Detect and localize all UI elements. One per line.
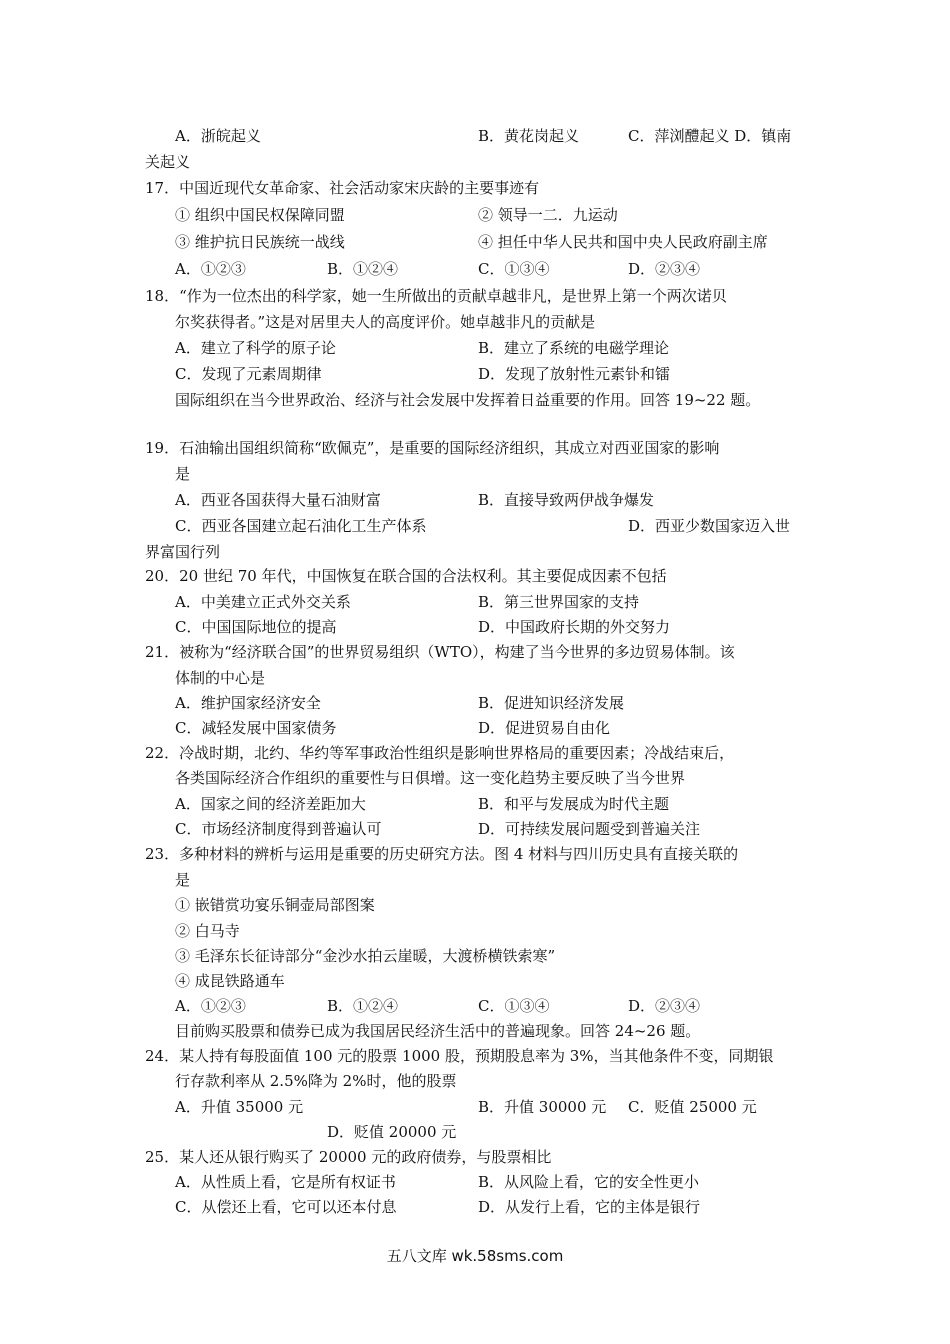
q18-stem-line-2: 尔奖获得者。”这是对居里夫人的高度评价。她卓越非凡的贡献是 — [175, 313, 596, 331]
q20-option-c: C．中国国际地位的提高 — [175, 618, 337, 636]
q24-option-c: C．贬值 25000 元 — [628, 1098, 757, 1116]
q24-option-b: B．升值 30000 元 — [478, 1098, 607, 1116]
intro-24-26: 目前购买股票和债券已成为我国居民经济生活中的普遍现象。回答 24~26 题。 — [175, 1022, 701, 1040]
q23-option-c: C．①③④ — [478, 997, 550, 1015]
q23-item-2: ② 白马寺 — [175, 922, 240, 940]
q16-continuation: 关起义 — [145, 153, 191, 171]
q17-option-b: B．①②④ — [327, 260, 399, 278]
q21-option-a: A．维护国家经济安全 — [175, 694, 321, 712]
q17-item-1: ① 组织中国民权保障同盟 — [175, 206, 345, 224]
q25-option-d: D．从发行上看，它的主体是银行 — [478, 1198, 701, 1216]
q18-option-c: C．发现了元素周期律 — [175, 365, 322, 383]
q19-option-a: A．西亚各国获得大量石油财富 — [175, 491, 381, 509]
q24-option-a: A．升值 35000 元 — [175, 1098, 304, 1116]
q23-option-d: D．②③④ — [628, 997, 701, 1015]
q21-stem-line-2: 体制的中心是 — [175, 669, 266, 687]
q19-continuation: 界富国行列 — [145, 543, 221, 561]
q22-stem-line-2: 各类国际经济合作组织的重要性与日俱增。这一变化趋势主要反映了当今世界 — [175, 769, 686, 787]
q21-stem-line-1: 21．被称为“经济联合国”的世界贸易组织（WTO），构建了当今世界的多边贸易体制。该 — [145, 643, 735, 661]
q23-item-3: ③ 毛泽东长征诗部分“金沙水拍云崖暖，大渡桥横铁索寒” — [175, 947, 556, 965]
q20-option-a: A．中美建立正式外交关系 — [175, 593, 351, 611]
q24-stem-line-2: 行存款利率从 2.5%降为 2%时，他的股票 — [175, 1072, 457, 1090]
q24-option-d: D．贬值 20000 元 — [327, 1123, 457, 1141]
q25-option-c: C．从偿还上看，它可以还本付息 — [175, 1198, 397, 1216]
q25-option-b: B．从风险上看，它的安全性更小 — [478, 1173, 700, 1191]
q17-item-4: ④ 担任中华人民共和国中央人民政府副主席 — [478, 233, 768, 251]
q19-stem-line-2: 是 — [175, 465, 191, 483]
q22-option-c: C．市场经济制度得到普遍认可 — [175, 820, 382, 838]
q23-stem-line-1: 23．多种材料的辨析与运用是重要的历史研究方法。图 4 材料与四川历史具有直接关联的 — [145, 845, 739, 863]
q25-stem: 25．某人还从银行购买了 20000 元的政府债券，与股票相比 — [145, 1148, 552, 1166]
q16-option-b: B．黄花岗起义 — [478, 127, 580, 145]
q25-option-a: A．从性质上看，它是所有权证书 — [175, 1173, 396, 1191]
q19-option-c: C．西亚各国建立起石油化工生产体系 — [175, 517, 427, 535]
q16-option-a: A．浙皖起义 — [175, 127, 261, 145]
q19-option-b: B．直接导致两伊战争爆发 — [478, 491, 655, 509]
q18-option-d: D．发现了放射性元素钋和镭 — [478, 365, 671, 383]
q23-option-b: B．①②④ — [327, 997, 399, 1015]
q23-item-4: ④ 成昆铁路通车 — [175, 972, 285, 990]
q22-option-a: A．国家之间的经济差距加大 — [175, 795, 366, 813]
q17-option-c: C．①③④ — [478, 260, 550, 278]
q18-stem-line-1: 18．“作为一位杰出的科学家，她一生所做出的贡献卓越非凡，是世界上第一个两次诺贝 — [145, 287, 727, 305]
q22-option-d: D．可持续发展问题受到普遍关注 — [478, 820, 701, 838]
q17-option-a: A．①②③ — [175, 260, 246, 278]
intro-19-22: 国际组织在当今世界政治、经济与社会发展中发挥着日益重要的作用。回答 19~22 题。 — [175, 391, 761, 409]
q22-option-b: B．和平与发展成为时代主题 — [478, 795, 670, 813]
q22-stem-line-1: 22．冷战时期，北约、华约等军事政治性组织是影响世界格局的重要因素；冷战结束后， — [145, 744, 735, 762]
q18-option-a: A．建立了科学的原子论 — [175, 339, 336, 357]
q20-option-b: B．第三世界国家的支持 — [478, 593, 640, 611]
q18-option-b: B．建立了系统的电磁学理论 — [478, 339, 670, 357]
q17-item-2: ② 领导一二．九运动 — [478, 206, 618, 224]
q19-stem-line-1: 19．石油输出国组织简称“欧佩克”，是重要的国际经济组织，其成立对西亚国家的影响 — [145, 439, 720, 457]
q20-stem: 20．20 世纪 70 年代，中国恢复在联合国的合法权利。其主要促成因素不包括 — [145, 567, 667, 585]
q21-option-c: C．减轻发展中国家债务 — [175, 719, 337, 737]
q21-option-b: B．促进知识经济发展 — [478, 694, 625, 712]
q16-option-c: C．萍浏醴起义 D．镇南 — [628, 127, 792, 145]
q20-option-d: D．中国政府长期的外交努力 — [478, 618, 671, 636]
q23-option-a: A．①②③ — [175, 997, 246, 1015]
q21-option-d: D．促进贸易自由化 — [478, 719, 611, 737]
q19-option-d: D．西亚少数国家迈入世 — [628, 517, 791, 535]
q17-stem: 17．中国近现代女革命家、社会活动家宋庆龄的主要事迹有 — [145, 179, 540, 197]
q17-option-d: D．②③④ — [628, 260, 701, 278]
q23-stem-line-2: 是 — [175, 871, 191, 889]
page-footer: 五八文库 wk.58sms.com — [386, 1247, 564, 1265]
q23-item-1: ① 嵌错赏功宴乐铜壶局部图案 — [175, 896, 375, 914]
q24-stem-line-1: 24．某人持有每股面值 100 元的股票 1000 股，预期股息率为 3%，当其他条件不变，同期银 — [145, 1047, 774, 1065]
q17-item-3: ③ 维护抗日民族统一战线 — [175, 233, 345, 251]
